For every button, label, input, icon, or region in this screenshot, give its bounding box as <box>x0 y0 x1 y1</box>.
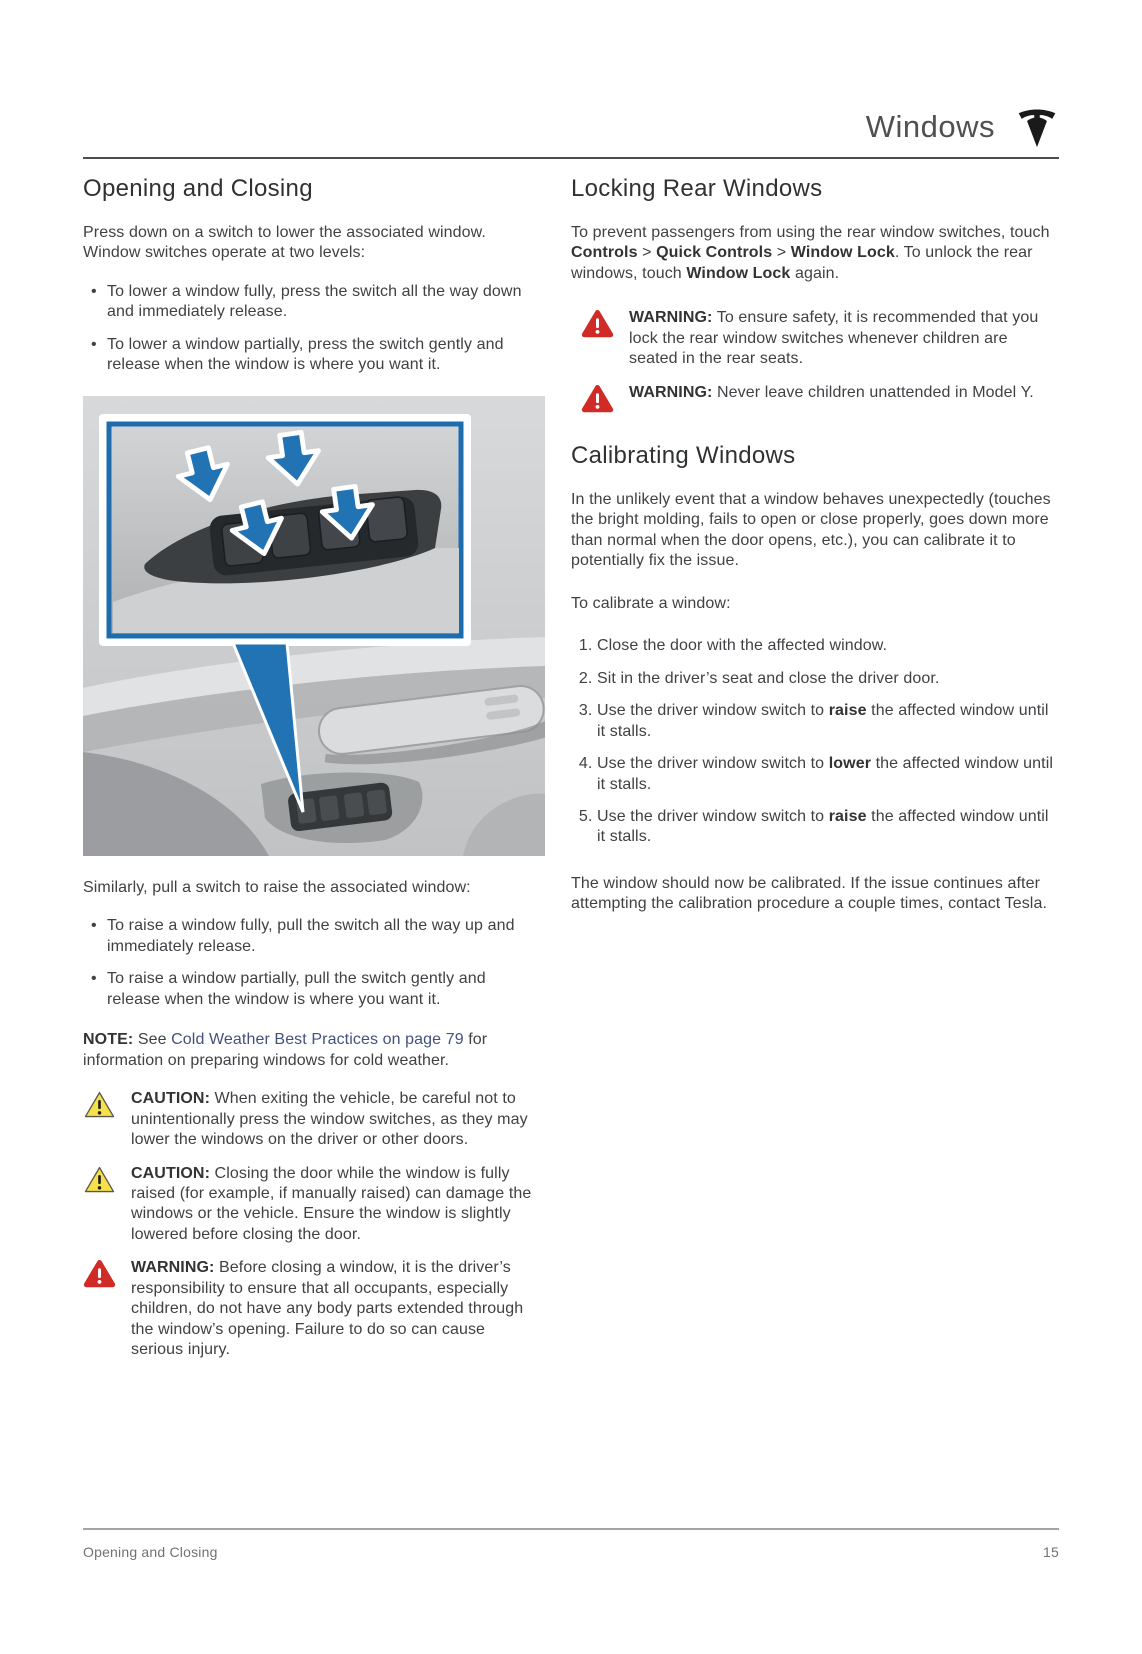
page-footer <box>83 1528 1059 1560</box>
section-heading-opening-closing: Opening and Closing <box>83 175 313 202</box>
warning-text: WARNING: Before closing a window, it is the driver’s responsibility to ensure that all occupants, especially children, do not have any body parts extended through the window’s opening. Failure to do so can cause serious injury. <box>131 1259 524 1359</box>
page-number: 15 <box>1043 1544 1059 1560</box>
calibrating-intro-text: In the unlikely event that a window behaves unexpectedly (touches the bright molding, fails to open or close properly, goes down more than normal when the door opens, etc.), you can calibrate it to potentially fix the issue. <box>571 490 1051 570</box>
footer-section-label: Opening and Closing <box>83 1544 218 1560</box>
list-item: • To lower a window fully, press the switch all the way down and immediately release. <box>83 282 541 323</box>
locking-intro-text: To prevent passengers from using the rear window switches, touch Controls > Quick Controls > Window Lock. To unlock the rear windows, touch Window Lock again. <box>571 224 1050 282</box>
footer-divider <box>83 1528 1059 1530</box>
list-item: 3. Use the driver window switch to raise the affected window until it stalls. <box>597 701 1059 742</box>
right-column <box>571 175 1059 1374</box>
page-header <box>83 0 1059 159</box>
caution-text: CAUTION: Closing the door while the window is fully raised (for example, if manually raised) can damage the windows or the vehicle. Ensure the window is slightly lowered before closing the door. <box>131 1164 532 1243</box>
raise-intro-text: Similarly, pull a switch to raise the associated window: <box>83 878 471 896</box>
opening-intro-text: Press down on a switch to lower the associated window. Window switches operate at two levels: <box>83 224 486 262</box>
callout-box <box>99 414 471 646</box>
list-item: 1. Close the door with the affected window. <box>597 636 1059 656</box>
raise-window-list <box>83 916 541 1010</box>
warning-icon <box>581 384 614 414</box>
section-heading-locking-rear-windows: Locking Rear Windows <box>571 175 823 202</box>
calibration-steps-list <box>573 636 1059 848</box>
caution-item <box>83 1164 541 1246</box>
left-column <box>83 175 541 1374</box>
warning-icon <box>581 309 614 339</box>
calibrate-lead-text: To calibrate a window: <box>571 594 731 612</box>
header-divider <box>83 157 1059 159</box>
tesla-logo-icon <box>1015 104 1059 150</box>
caution-text: CAUTION: When exiting the vehicle, be careful not to unintentionally press the window switches, as they may lower the windows on the driver or other doors. <box>131 1090 528 1149</box>
warning-item <box>83 1258 541 1360</box>
caution-item <box>83 1089 541 1150</box>
window-switch-figure <box>83 396 545 856</box>
list-item: • To raise a window partially, pull the switch gently and release when the window is where you want it. <box>83 969 541 1010</box>
page-title: Windows <box>865 109 995 144</box>
warning-item <box>571 383 1059 414</box>
warning-item <box>571 308 1059 369</box>
note-text: NOTE: See Cold Weather Best Practices on page 79 for information on preparing windows for cold weather. <box>83 1031 488 1069</box>
warning-text: WARNING: To ensure safety, it is recommended that you lock the rear window switches whenever children are seated in the rear seats. <box>629 309 1039 368</box>
warning-text: WARNING: Never leave children unattended in Model Y. <box>629 383 1034 401</box>
section-heading-calibrating-windows: Calibrating Windows <box>571 441 796 469</box>
caution-icon <box>83 1090 116 1120</box>
caution-icon <box>83 1165 116 1195</box>
list-item: • To lower a window partially, press the switch gently and release when the window is where you want it. <box>83 335 541 376</box>
cross-reference-link[interactable]: Cold Weather Best Practices on page 79 <box>171 1031 464 1049</box>
list-item: 4. Use the driver window switch to lower the affected window until it stalls. <box>597 754 1059 795</box>
calibrate-outro-text: The window should now be calibrated. If the issue continues after attempting the calibration procedure a couple times, contact Tesla. <box>571 874 1048 913</box>
list-item: 5. Use the driver window switch to raise the affected window until it stalls. <box>597 807 1059 848</box>
list-item: • To raise a window fully, pull the switch all the way up and immediately release. <box>83 916 541 957</box>
door-panel-illustration <box>83 396 545 856</box>
list-item: 2. Sit in the driver’s seat and close the driver door. <box>597 669 1059 689</box>
lower-window-list <box>83 282 541 376</box>
warning-icon <box>83 1259 116 1289</box>
